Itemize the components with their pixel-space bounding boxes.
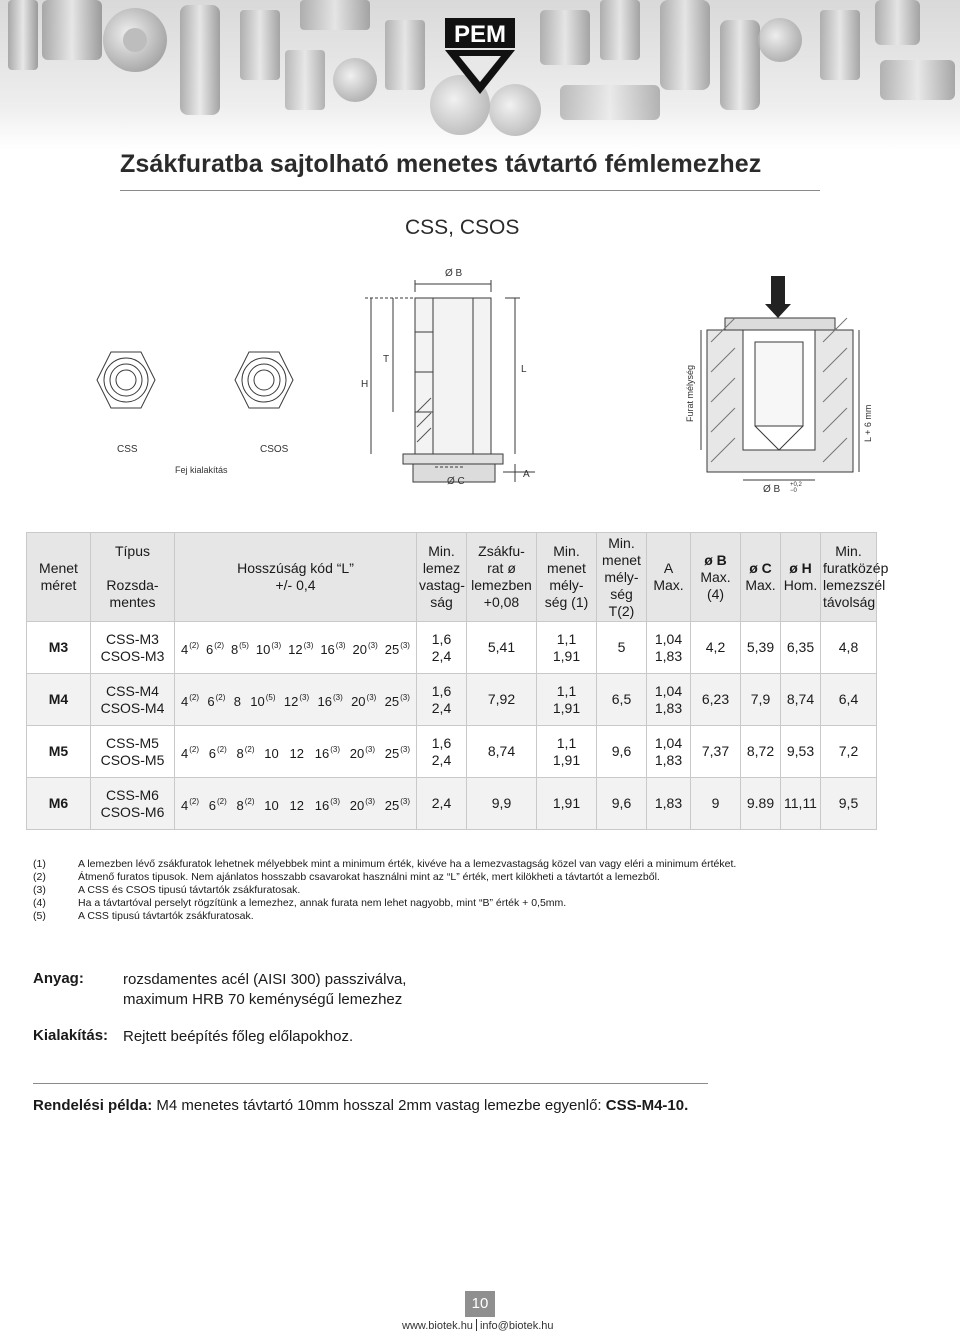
material-label: Anyag:	[33, 970, 84, 987]
thread-depth: 1,91	[552, 751, 581, 768]
installed-section-drawing	[701, 276, 859, 480]
length-code: 25$^{(3)}$	[384, 641, 410, 657]
cell-zsakfurat: 5,41	[467, 622, 537, 674]
logo-text: PEM	[453, 21, 507, 48]
thread-depth: 1,91	[552, 699, 581, 716]
thread-depth: 1,91	[552, 647, 581, 664]
footnote: (2) Átmenő furatos tipusok. Nem ajánlatos hosszabb csavarokat használni mint az “L” érték, mert kilökheti a távtartót a lemezből.	[33, 871, 660, 883]
a-max-value: 1,83	[654, 647, 683, 664]
page-subtitle: CSS, CSOS	[405, 216, 520, 239]
cell-tav: 9,5	[821, 778, 877, 830]
length-code: 16$^{(3)}$	[320, 641, 346, 657]
a-max-value: 1,83	[654, 751, 683, 768]
length-code: 12	[289, 746, 304, 761]
type-code: CSS-M4	[106, 682, 159, 699]
a-max-value: 1,83	[654, 795, 683, 811]
cell-melyseg	[537, 622, 597, 674]
length-code: 20$^{(3)}$	[351, 693, 377, 709]
th-a-max: A Max.	[647, 533, 691, 622]
cell-types	[91, 726, 175, 778]
label-t: T	[383, 354, 390, 365]
th-b-max: ø B Max. (4)	[691, 533, 741, 622]
design-info	[33, 1027, 353, 1047]
length-code: 10$^{(5)}$	[250, 693, 276, 709]
page-number: 10	[465, 1291, 495, 1317]
cell-lemez	[417, 674, 467, 726]
label-dia-b: Ø B	[445, 268, 463, 279]
cell-size: M6	[27, 778, 91, 830]
length-code: 12$^{(3)}$	[283, 693, 310, 709]
label-h: H	[361, 379, 369, 390]
type-code: CSS-M3	[106, 630, 159, 647]
label-csos: CSOS	[260, 444, 289, 455]
design-value: Rejtett beépítés főleg előlapokhoz.	[123, 1028, 354, 1045]
a-max-value: 1,83	[654, 699, 683, 716]
label-l: L	[521, 364, 527, 375]
length-code: 20$^{(3)}$	[349, 745, 375, 761]
table-row	[27, 674, 877, 726]
table-row	[27, 622, 877, 674]
footnote: (1) A lemezben lévő zsákfuratok lehetnek mélyebbek mint a minimum érték, kivéve ha a lemezvastagság közel van vagy eléri a minimum értéket.	[33, 858, 737, 870]
cell-tav: 4,8	[821, 622, 877, 674]
cell-lemez	[417, 622, 467, 674]
length-code: 25$^{(3)}$	[384, 797, 410, 813]
length-code: 8$^{(2)}$	[236, 797, 255, 813]
cell-lengths	[175, 778, 417, 830]
cell-h: 6,35	[781, 622, 821, 674]
label-dia-b-right: Ø B	[763, 484, 781, 492]
footnote: (3) A CSS és CSOS tipusú távtartók zsákfuratosak.	[33, 884, 301, 896]
table-header-row	[27, 533, 877, 622]
length-code: 10$^{(3)}$	[255, 641, 282, 657]
footer-contact	[402, 1319, 553, 1332]
label-l-plus-6: L + 6 mm	[863, 404, 873, 442]
cell-b: 7,37	[691, 726, 741, 778]
cell-a	[647, 778, 691, 830]
cell-a	[647, 622, 691, 674]
label-dia-c: Ø C	[447, 476, 465, 487]
cell-types	[91, 674, 175, 726]
th-menet-melyseg: Min. menet mély- ség (1)	[537, 533, 597, 622]
length-code: 6$^{(2)}$	[205, 641, 224, 657]
cell-b: 6,23	[691, 674, 741, 726]
cell-size: M5	[27, 726, 91, 778]
footnote: (5) A CSS tipusú távtartók zsákfuratosak.	[33, 910, 254, 922]
length-code: 16$^{(3)}$	[314, 745, 340, 761]
technical-drawings	[95, 262, 875, 497]
cell-size: M3	[27, 622, 91, 674]
cell-melyseg	[537, 778, 597, 830]
thread-depth: 1,91	[552, 795, 581, 811]
cell-lengths	[175, 622, 417, 674]
type-code: CSOS-M5	[100, 751, 165, 768]
sheet-thickness: 2,4	[431, 751, 452, 768]
length-code: 16$^{(3)}$	[317, 693, 343, 709]
type-code: CSS-M6	[106, 786, 159, 803]
length-code: 4$^{(2)}$	[181, 797, 200, 813]
cell-tav: 6,4	[821, 674, 877, 726]
cell-h: 11,11	[781, 778, 821, 830]
cell-c: 5,39	[741, 622, 781, 674]
label-tolerance-up: +0,2	[790, 482, 802, 488]
label-tolerance-down: −0	[790, 488, 797, 492]
table-row	[27, 726, 877, 778]
th-hosszusag: Hosszúság kód “L” +/- 0,4	[175, 533, 417, 622]
cell-zsakfurat: 7,92	[467, 674, 537, 726]
material-line-1: rozsdamentes acél (AISI 300) passziválva,	[123, 971, 407, 988]
label-head-shape: Fej kialakítás	[175, 465, 228, 475]
length-code: 10	[264, 746, 279, 761]
css-head-drawing	[97, 352, 155, 408]
cell-lemez	[417, 726, 467, 778]
spec-table	[26, 532, 889, 830]
th-zsakfurat: Zsákfu- rat ø lemezben +0,08	[467, 533, 537, 622]
type-code: CSOS-M3	[100, 647, 165, 664]
design-label: Kialakítás:	[33, 1027, 109, 1044]
cell-lengths	[175, 726, 417, 778]
order-text: M4 menetes távtartó 10mm hosszal 2mm vastag lemezbe egyenlő:	[152, 1097, 606, 1114]
th-c-max: ø C Max.	[741, 533, 781, 622]
cell-c: 8,72	[741, 726, 781, 778]
th-furatkozep: Min. furatközép lemezszél távolság	[821, 533, 877, 622]
footnotes	[33, 858, 736, 923]
cell-types	[91, 622, 175, 674]
cell-t: 6,5	[597, 674, 647, 726]
standoff-section-drawing	[365, 280, 535, 482]
material-info	[33, 970, 406, 1010]
length-code: 20$^{(3)}$	[352, 641, 378, 657]
length-code: 20$^{(3)}$	[349, 797, 375, 813]
length-code: 4$^{(2)}$	[181, 693, 200, 709]
title-divider	[120, 190, 820, 191]
label-furat-melyseg: Furat mélység	[685, 364, 695, 422]
cell-b: 4,2	[691, 622, 741, 674]
cell-types	[91, 778, 175, 830]
cell-c: 7,9	[741, 674, 781, 726]
pem-logo	[441, 14, 519, 98]
table-row	[27, 778, 877, 830]
sheet-thickness: 1,6	[431, 630, 452, 647]
length-code: 12	[289, 798, 304, 813]
header-hero-image	[0, 0, 960, 150]
sheet-thickness: 1,6	[431, 734, 452, 751]
label-a: A	[523, 469, 530, 480]
thread-depth: 1,1	[556, 630, 577, 647]
type-code: CSOS-M4	[100, 699, 165, 716]
cell-t: 9,6	[597, 726, 647, 778]
order-code: CSS-M4-10.	[605, 1097, 689, 1114]
sheet-thickness: 2,4	[431, 699, 452, 716]
length-code: 6$^{(2)}$	[208, 797, 227, 813]
cell-t: 5	[597, 622, 647, 674]
cell-a	[647, 674, 691, 726]
th-menet-meret: Menet méret	[27, 533, 91, 622]
cell-melyseg	[537, 674, 597, 726]
th-tipus: Típus Rozsda- mentes	[91, 533, 175, 622]
cell-c: 9.89	[741, 778, 781, 830]
thread-depth: 1,1	[556, 734, 577, 751]
cell-melyseg	[537, 726, 597, 778]
material-line-2: maximum HRB 70 keménységű lemezhez	[123, 991, 403, 1008]
footnote: (4) Ha a távtartóval perselyt rögzítünk a lemezhez, annak furata nem lehet nagyobb, mint “B” érték + 0,5mm.	[33, 897, 567, 909]
footer-separator	[476, 1319, 477, 1331]
a-max-value: 1,04	[654, 734, 683, 751]
cell-b: 9	[691, 778, 741, 830]
cell-t: 9,6	[597, 778, 647, 830]
footer-web-link[interactable]: www.biotek.hu	[402, 1320, 473, 1332]
footer-email-link[interactable]: info@biotek.hu	[479, 1320, 554, 1332]
order-label: Rendelési példa:	[33, 1097, 153, 1114]
cell-zsakfurat: 9,9	[467, 778, 537, 830]
length-code: 8$^{(2)}$	[236, 745, 255, 761]
order-example	[33, 1097, 688, 1114]
th-lemez: Min. lemez vastag- ság	[417, 533, 467, 622]
length-code: 8	[233, 694, 241, 709]
length-code: 12$^{(3)}$	[288, 641, 314, 657]
section-divider	[33, 1083, 708, 1084]
a-max-value: 1,04	[654, 682, 683, 699]
page-title: Zsákfuratba sajtolható menetes távtartó fémlemezhez	[120, 150, 762, 178]
length-code: 4$^{(2)}$	[181, 745, 200, 761]
cell-lemez	[417, 778, 467, 830]
length-code: 6$^{(2)}$	[208, 745, 227, 761]
cell-zsakfurat: 8,74	[467, 726, 537, 778]
cell-h: 9,53	[781, 726, 821, 778]
th-h-hom: ø H Hom.	[781, 533, 821, 622]
cell-a	[647, 726, 691, 778]
length-code: 4$^{(2)}$	[181, 641, 200, 657]
cell-lengths	[175, 674, 417, 726]
csos-head-drawing	[235, 352, 293, 408]
length-code: 6$^{(2)}$	[207, 693, 226, 709]
th-menet-melyseg-t: Min. menet mély- ség T(2)	[597, 533, 647, 622]
thread-depth: 1,1	[556, 682, 577, 699]
sheet-thickness: 2,4	[431, 795, 452, 811]
length-code: 16$^{(3)}$	[314, 797, 340, 813]
sheet-thickness: 2,4	[431, 647, 452, 664]
cell-tav: 7,2	[821, 726, 877, 778]
length-code: 8$^{(5)}$	[230, 641, 249, 657]
cell-h: 8,74	[781, 674, 821, 726]
length-code: 25$^{(3)}$	[384, 693, 410, 709]
length-code: 25$^{(3)}$	[384, 745, 410, 761]
label-css: CSS	[117, 444, 138, 455]
length-code: 10	[264, 798, 279, 813]
type-code: CSOS-M6	[100, 803, 165, 820]
cell-size: M4	[27, 674, 91, 726]
sheet-thickness: 1,6	[431, 682, 452, 699]
type-code: CSS-M5	[106, 734, 159, 751]
a-max-value: 1,04	[654, 630, 683, 647]
